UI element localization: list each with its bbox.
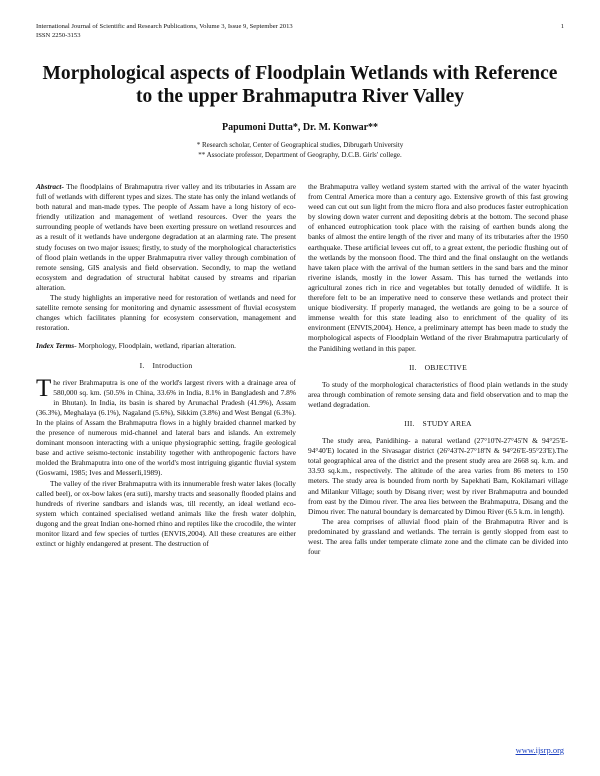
section-title: Introduction — [152, 360, 193, 370]
affiliation-2: ** Associate professor, Department of Geography, D.C.B. Girls' college. — [198, 151, 402, 159]
intro-paragraph-1 — [36, 374, 296, 479]
section-title: OBJECTIVE — [424, 362, 467, 372]
study-area-paragraph-1: The study area, Panidihing- a natural wetland (27°10'N-27°45'N & 94°25'E-94°40'E) located in the Sivasagar district (26°43'N-27°18'N & 94°26'E-95°23'E).The total geographical area of the district and the present study area are 2668 sq. k.m. and 33.93 sq.k.m., respectively. The altitude of the area varies from 86 meters to 150 meters. The study area is bounded from north by Sapekhati Bam, Kokilamari village and Milankur Village; south by Disang river; west by river Brahmaputra and bounded from east by the Dimou river. The area lies between the Brahmaputra, Disang and the Dimou river. The natural boundary is demarcated by Dimou River (6.5 k.m. in length). — [308, 436, 568, 516]
journal-line: International Journal of Scientific and Research Publications, Volume 3, Issue 9, September 2013 — [36, 23, 293, 30]
affiliation-1: * Research scholar, Center of Geographical studies, Dibrugarh University — [196, 141, 404, 149]
section-number: III. — [404, 418, 415, 428]
affiliations — [40, 140, 560, 160]
author-line: Papumoni Dutta*, Dr. M. Konwar** — [221, 122, 379, 133]
issn-line: ISSN 2250-3153 — [36, 31, 81, 39]
index-terms-text: - Morphology, Floodplain, wetland, riparian alteration. — [74, 341, 236, 351]
drop-cap: T — [36, 374, 52, 402]
index-terms-label: Index Terms — [36, 341, 75, 351]
index-terms — [36, 341, 296, 351]
section-heading-study-area — [308, 419, 568, 429]
abstract-label: Abstract- — [36, 182, 64, 191]
running-header — [36, 23, 564, 40]
study-area-paragraph-2: The area comprises of alluvial flood plain of the Brahmaputra River and is predominated by grassland and wetlands. The terrain is gently slopped from east to west. The area falls under temperate climate zone and the climate can be divided into four — [308, 516, 568, 557]
journal-url-link[interactable]: www.ijsrp.org — [515, 745, 564, 755]
abstract-text: The floodplains of Brahmaputra river valley and its tributaries in Assam are full of wetlands with different types and sizes. The state has only the inland wetlands of both natural and man-made types. The people of Assam have a long history of eco-friendly utilization and management of wetland resources. Over the years the surrounding people of wetlands have been exerting pressure on wetland resources and as a result of it wetlands have undergone degradation at an alarming rate. The present study focuses on two major issues; firstly, to study of the morphological characteristics of flood plain wetlands in the upper Brahmaputra river valley through combination of remote sensing, GIS analysis and field observation. Secondly, to map the wetland ecosystem and degradation of structural habitat caused by streams and riparian alteration. — [36, 182, 297, 292]
objective-paragraph: To study of the morphological characteristics of flood plain wetlands in the study area through combination of remote sensing data and field observation and to map the wetland degradation. — [308, 379, 568, 409]
section-heading-introduction — [36, 361, 296, 371]
section-heading-objective — [308, 363, 568, 373]
intro-continuation: the Brahmaputra valley wetland system started with the arrival of the water hyacinth from Central America more than a century ago. Extensive growth of this fast growing weed can cut out sun light from the micro flora and also produces faster eutrophication by slowing down water current and depositing debris at the bottom. The second phase of enhanced eutrophication took place with the raising of earthen bunds along the banks of almost the entire length of the river and many of its tributaries after the 1950 earthquake. These artificial levees cut off, to a great extent, the periodic flushing out of the wetlands by the monsoon flood. The third and the final onslaught on the wetlands have taken place with the arrival of the human settlers in the sand bars and the minor riverine islands, mostly in the lower Assam. This has turned the wetlands into agricultural zones rich in rice and vegetables but totally denuded of wildlife. It is therefore felt to be an imperative need to conserve these wetlands and protect their unique biodiversity. If properly managed, the wetlands are going to be a source of immense wealth for this state leading also to enrichment of the quality of its environment (ENVIS,2004). Hence, a preliminary attempt has been made to study the morphological aspects of Floodplain Wetland of the river Brahmaputra particularly of the Panidihing wetland in this paper. — [308, 182, 568, 353]
paper-title: Morphological aspects of Floodplain Wetlands with Reference to the upper Brahmaputra River Valley — [42, 63, 558, 107]
abstract-paragraph-2: The study highlights an imperative need for restoration of wetlands and need for satellite remote sensing for monitoring and dynamic assessment of fluvial ecosystem changes which facilitates planning for ecosystem conservation, management and restoration. — [36, 293, 296, 333]
right-column — [308, 182, 568, 557]
section-title: STUDY AREA — [422, 418, 472, 428]
section-number: II. — [409, 362, 417, 372]
intro-paragraph-2: The valley of the river Brahmaputra with its innumerable fresh water lakes (locally called beel), or ox-bow lakes (era suti), marshy tracts and seasonally flooded plains and hundreds of riverine sandbars and islands was, till recently, an ideal wetland eco-system which contained specialised wetland animals like the fresh water dolphin, dugong and the great Indian one-horned rhino and reptiles like the crocodile, the winter monitor lizard and few species of turtles (ENVIS,2004). All these creatures are either extinct or highly endangered at present. The destruction of — [36, 478, 296, 549]
section-number: I. — [139, 360, 145, 370]
left-column — [36, 182, 296, 549]
abstract-paragraph — [36, 182, 296, 293]
page-number: 1 — [560, 23, 564, 30]
intro-text: he river Brahmaputra is one of the world's largest rivers with a drainage area of 580,000 sq. km. (50.5% in China, 33.6% in India, 8.1% in Bangladesh and 7.8% in Bhutan). In India, its basin is shared by Arunachal Pradesh (41.9%), Assam (36.3%), Meghalaya (6.1%), Nagaland (5.6%), Sikkim (3.8%) and West Bengal (6.3%). In the plains of Assam the Brahmaputra flows in a highly braided channel marked by the presence of numerous mid-channel and lateral bars and islands. An extremely dominant monsoon interacting with a unique physiographic setting, fragile geological base and active seismo-tectonic instability together with anthropogenic factors have molded the Brahmaputra into one of the world's most intriguing gigantic fluvial system (Goswami, 1985; Ives and Messerli,1989). — [36, 377, 296, 478]
